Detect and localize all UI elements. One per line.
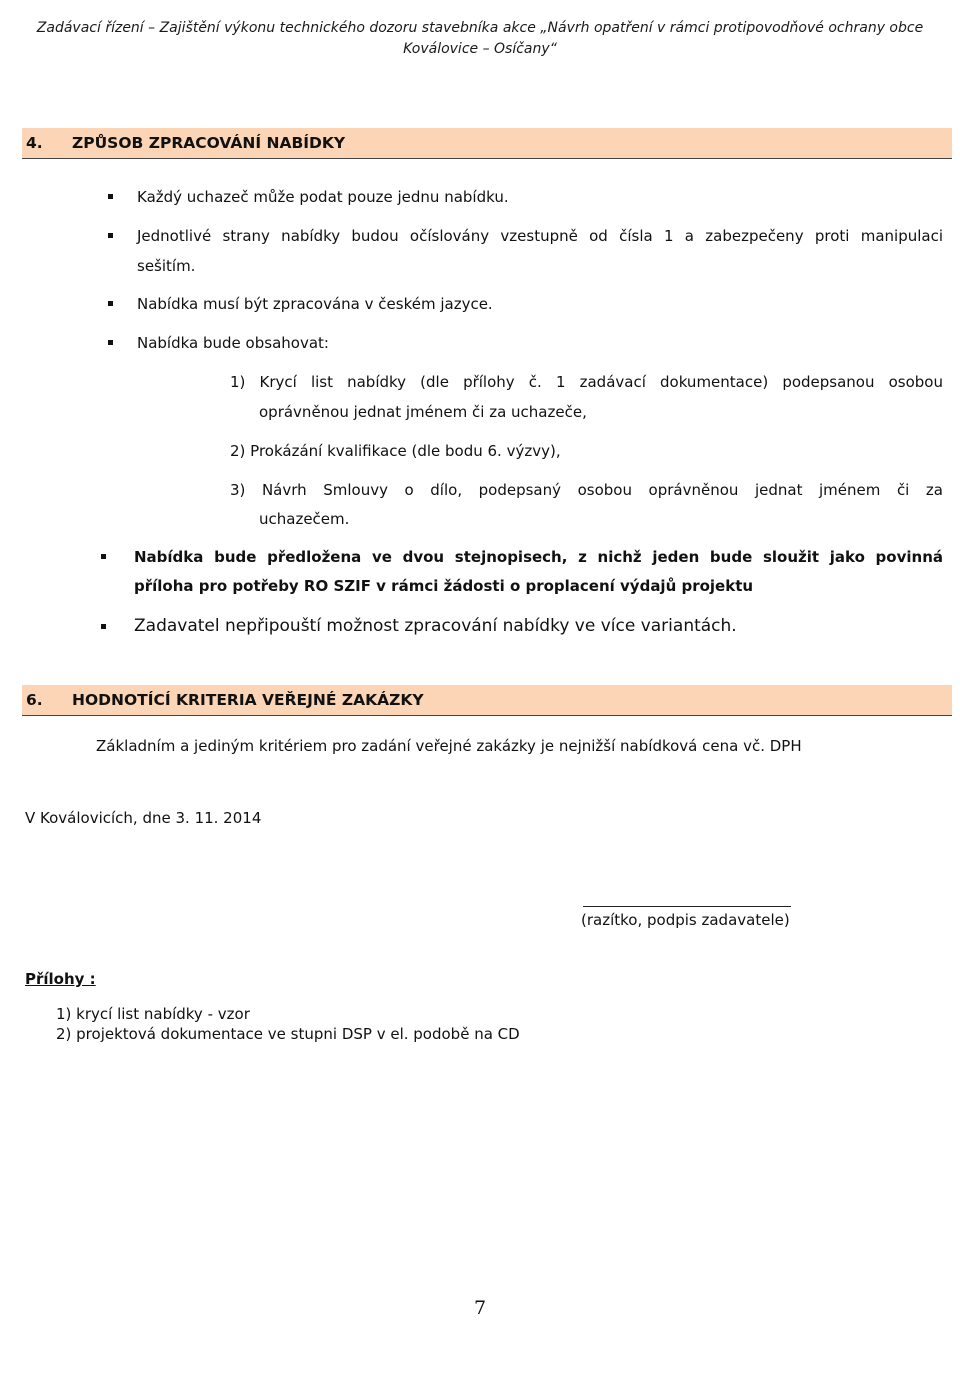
bullet-text: Každý uchazeč může podat pouze jednu nabídku. (137, 188, 509, 206)
header-line-2: Koválovice – Osíčany“ (403, 41, 557, 57)
bullet-text-continuation: sešitím. (137, 257, 196, 275)
section-title: HODNOTÍCÍ KRITERIA VEŘEJNÉ ZAKÁZKY (72, 691, 424, 709)
content-item-continuation: uchazečem. (259, 510, 350, 528)
attachment-item: 1) krycí list nabídky - vzor (56, 1005, 250, 1023)
section-6-heading (22, 685, 952, 716)
bullet-text: Jednotlivé strany nabídky budou očíslovány vzestupně od čísla 1 a zabezpečeny proti manipulaci (137, 227, 943, 245)
signature-line (583, 906, 791, 907)
section-number: 4. (26, 134, 43, 152)
document-header (0, 18, 960, 60)
criteria-text: Základním a jediným kritériem pro zadání veřejné zakázky je nejnižší nabídková cena vč. DPH (96, 737, 802, 755)
header-line-1: Zadávací řízení – Zajištění výkonu technického dozoru stavebníka akce „Návrh opatření v rámci protipovodňové ochrany obce (36, 20, 924, 36)
bullet-icon (108, 301, 113, 306)
section-title: ZPŮSOB ZPRACOVÁNÍ NABÍDKY (72, 134, 346, 152)
bold-bullet-text-continuation: příloha pro potřeby RO SZIF v rámci žádosti o proplacení výdajů projektu (134, 577, 754, 595)
bullet-text: Zadavatel nepřipouští možnost zpracování nabídky ve více variantách. (134, 616, 737, 636)
bullet-icon (108, 233, 113, 238)
bullet-text: Nabídka musí být zpracována v českém jazyce. (137, 295, 493, 313)
content-item: 2) Prokázání kvalifikace (dle bodu 6. výzvy), (230, 442, 561, 460)
bullet-icon (101, 624, 106, 629)
content-item: 1) Krycí list nabídky (dle přílohy č. 1 zadávací dokumentace) podepsanou osobou (230, 373, 943, 391)
section-number: 6. (26, 691, 43, 709)
content-item: 3) Návrh Smlouvy o dílo, podepsaný osobou oprávněnou jednat jménem či za (230, 481, 943, 499)
bullet-icon (101, 554, 106, 559)
bullet-icon (108, 340, 113, 345)
content-item-continuation: oprávněnou jednat jménem či za uchazeče, (259, 403, 587, 421)
attachments-heading: Přílohy : (25, 970, 96, 988)
section-4-heading (22, 128, 952, 159)
signature-caption: (razítko, podpis zadavatele) (581, 911, 790, 929)
place-date: V Koválovicích, dne 3. 11. 2014 (25, 809, 262, 827)
attachment-item: 2) projektová dokumentace ve stupni DSP v el. podobě na CD (56, 1025, 520, 1043)
bold-bullet-text: Nabídka bude předložena ve dvou stejnopisech, z nichž jeden bude sloužit jako povinná (134, 548, 943, 566)
bullet-icon (108, 194, 113, 199)
page-number: 7 (473, 1297, 487, 1319)
bullet-text: Nabídka bude obsahovat: (137, 334, 329, 352)
